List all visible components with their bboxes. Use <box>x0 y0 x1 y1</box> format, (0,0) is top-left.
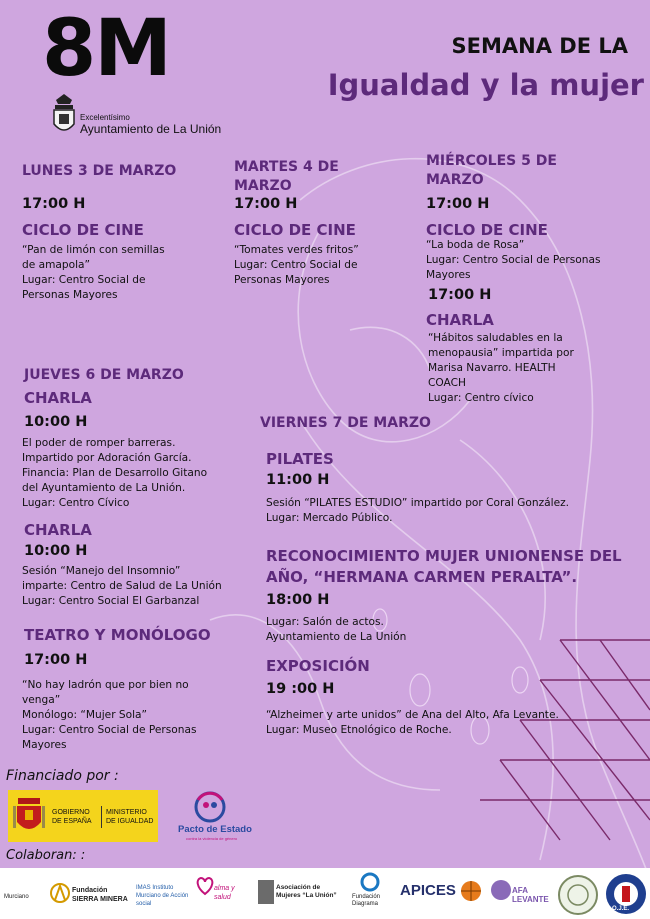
event-time: 17:00 H <box>234 196 298 212</box>
detail-line: Mayores <box>22 739 67 751</box>
logo-imas: IMAS Instituto Murciano de Acción social <box>136 885 189 907</box>
detail-line: imparte: Centro de Salud de La Unión <box>22 580 222 592</box>
sierra-minera-icon <box>50 878 70 908</box>
gov-text <box>52 808 92 826</box>
event-time: 18:00 H <box>266 592 330 608</box>
logo-apices: APICES <box>400 882 456 899</box>
pacto-sub: contra la violencia de género <box>186 836 238 841</box>
round-seal-icon <box>556 874 600 916</box>
detail-line: Sesión “Manejo del Insomnio” <box>22 565 181 577</box>
event-details <box>22 678 197 753</box>
event-details <box>426 238 601 283</box>
event-details <box>234 243 359 288</box>
day-label-line: MARTES 4 DE <box>234 159 339 175</box>
detail-line: Lugar: Centro Social de Personas <box>426 254 601 266</box>
day-label-line: MARZO <box>234 178 292 194</box>
day-label-line: MARZO <box>426 172 484 188</box>
detail-line: Personas Mayores <box>234 274 330 286</box>
logo-sierra-minera: Fundación SIERRA MINERA <box>72 887 128 903</box>
org-small-label: Excelentísimo <box>80 113 130 122</box>
logo-diagrama: Fundación Diagrama <box>352 894 381 907</box>
detail-line: Lugar: Centro Social de Personas <box>22 724 197 736</box>
detail-line: “Hábitos saludables en la <box>428 332 563 344</box>
detail-line: Financia: Plan de Desarrollo Gitano <box>22 467 208 479</box>
detail-line: Lugar: Salón de actos. <box>266 616 384 628</box>
detail-line: Lugar: Centro Cívico <box>22 497 130 509</box>
event-details <box>266 708 559 738</box>
logo-alma-salud: alma y salud <box>214 885 235 901</box>
ministry-text <box>106 808 153 826</box>
detail-line: del Ayuntamiento de La Unión. <box>22 482 186 494</box>
event-details <box>22 564 222 609</box>
event-time: 11:00 H <box>266 472 330 488</box>
ministry-text-line: DE IGUALDAD <box>106 818 154 825</box>
collaborators-label: Colaboran: : <box>6 848 86 863</box>
diagrama-icon <box>360 872 380 892</box>
gov-text-line: DE ESPAÑA <box>52 818 92 825</box>
detail-line: de amapola” <box>22 259 91 271</box>
spain-shield-icon <box>12 796 46 836</box>
detail-line: Lugar: Centro Social de <box>234 259 358 271</box>
logo-oje: O.J.E. <box>612 906 630 912</box>
event-time: 19 :00 H <box>266 681 335 697</box>
detail-line: COACH <box>428 377 466 389</box>
event-type-line: AÑO, “HERMANA CARMEN PERALTA”. <box>266 568 578 586</box>
detail-line: Lugar: Centro cívico <box>428 392 534 404</box>
day-label-friday: VIERNES 7 DE MARZO <box>260 415 431 431</box>
gov-divider <box>101 806 102 828</box>
event-type: CHARLA <box>24 521 92 539</box>
heart-icon <box>194 874 216 898</box>
title-line1: SEMANA DE LA <box>451 34 628 58</box>
event-type: TEATRO Y MONÓLOGO <box>24 626 211 644</box>
event-type-line: RECONOCIMIENTO MUJER UNIONENSE DEL <box>266 547 622 565</box>
detail-line: “La boda de Rosa” <box>426 239 525 251</box>
logo-murciano: Murciano <box>4 894 29 900</box>
day-label-tuesday <box>234 158 339 196</box>
detail-line: Marisa Navarro. HEALTH <box>428 362 556 374</box>
detail-line: El poder de romper barreras. <box>22 437 176 449</box>
detail-line: “Alzheimer y arte unidos” de Ana del Alto, Afa Levante. <box>266 709 559 721</box>
asociacion-mujeres-icon <box>258 880 274 904</box>
detail-line: Lugar: Centro Social de <box>22 274 146 286</box>
event-time: 17:00 H <box>24 652 88 668</box>
event-type: CICLO DE CINE <box>234 221 356 239</box>
detail-line: Sesión “PILATES ESTUDIO” impartido por Coral González. <box>266 497 570 509</box>
detail-line: menopausia” impartida por <box>428 347 574 359</box>
detail-line: Impartido por Adoración García. <box>22 452 192 464</box>
pacto-estado-icon <box>192 790 228 824</box>
ball-icon <box>460 880 482 902</box>
gov-text-line: GOBIERNO <box>52 809 90 816</box>
event-type: CHARLA <box>426 311 494 329</box>
detail-line: Mayores <box>426 269 471 281</box>
event-time: 17:00 H <box>22 196 86 212</box>
day-label-thursday: JUEVES 6 DE MARZO <box>24 367 184 383</box>
detail-line: Monólogo: “Mujer Sola” <box>22 709 148 721</box>
detail-line: “Tomates verdes fritos” <box>234 244 359 256</box>
event-type: CHARLA <box>24 389 92 407</box>
detail-line: “Pan de limón con semillas <box>22 244 165 256</box>
logo-8m: 8M <box>42 4 170 94</box>
detail-line: Personas Mayores <box>22 289 118 301</box>
title-line2: Igualdad y la mujer <box>327 68 644 102</box>
detail-line: Ayuntamiento de La Unión <box>266 631 407 643</box>
day-label-line: MIÉRCOLES 5 DE <box>426 153 557 169</box>
logo-asociacion-mujeres: Asociación de Mujeres “La Unión” <box>276 884 337 899</box>
city-seal-icon <box>50 92 78 138</box>
funding-label: Financiado por : <box>6 768 119 784</box>
detail-line: “No hay ladrón que por bien no <box>22 679 189 691</box>
event-details <box>428 331 574 406</box>
detail-line: Lugar: Centro Social El Garbanzal <box>22 595 200 607</box>
day-label-wednesday <box>426 152 557 190</box>
event-type: CICLO DE CINE <box>426 221 548 239</box>
event-type <box>266 546 622 588</box>
day-label-monday: LUNES 3 DE MARZO <box>22 163 177 179</box>
event-type: EXPOSICIÓN <box>266 657 370 675</box>
event-details <box>22 436 207 511</box>
event-details <box>266 615 406 645</box>
event-type: PILATES <box>266 450 334 468</box>
org-name: Ayuntamiento de La Unión <box>80 122 222 136</box>
ministry-text-line: MINISTERIO <box>106 809 147 816</box>
event-details <box>22 243 165 303</box>
afa-icon <box>490 878 512 902</box>
pacto-label: Pacto de Estado <box>178 824 252 835</box>
detail-line: Lugar: Mercado Público. <box>266 512 393 524</box>
detail-line: Lugar: Museo Etnológico de Roche. <box>266 724 452 736</box>
event-details <box>266 496 569 526</box>
detail-line: venga” <box>22 694 61 706</box>
event-type: CICLO DE CINE <box>22 221 144 239</box>
event-time: 17:00 H <box>428 287 492 303</box>
event-time: 10:00 H <box>24 414 88 430</box>
event-time: 17:00 H <box>426 196 490 212</box>
logo-afa-levante: AFA LEVANTE <box>512 886 549 904</box>
event-time: 10:00 H <box>24 543 88 559</box>
